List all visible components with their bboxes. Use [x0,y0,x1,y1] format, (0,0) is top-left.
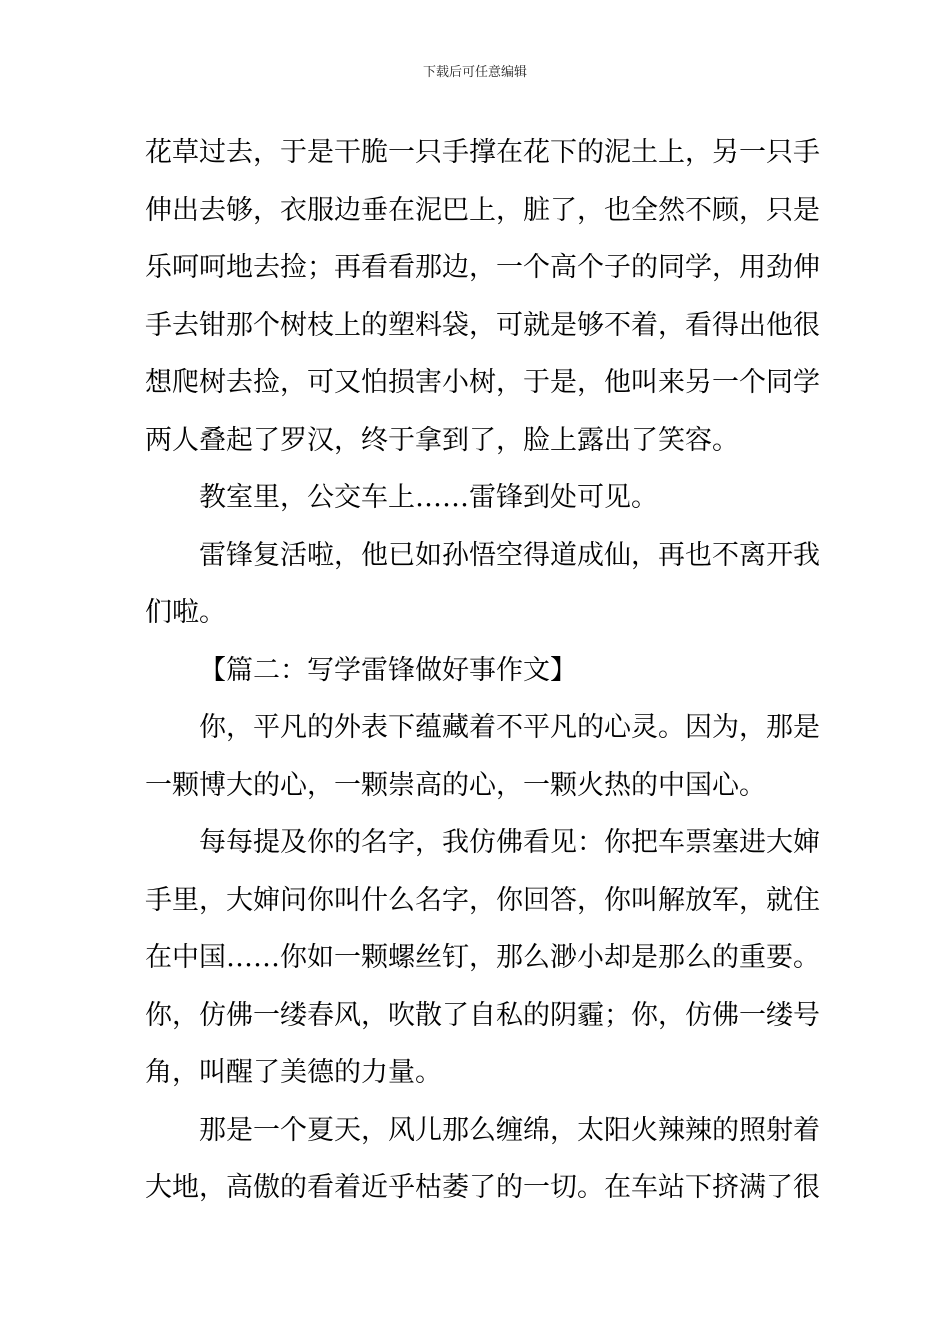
text-line: 两人叠起了罗汉，终于拿到了，脸上露出了笑容。 [145,424,739,456]
text-line: 角，叫醒了美德的力量。 [145,1057,442,1088]
page-header: 下载后可任意编辑 [422,65,527,80]
text-line: 那是一个夏天，风儿那么缠绵，太阳火辣辣的照射着 [199,1114,820,1146]
text-line: 大地，高傲的看着近乎枯萎了的一切。在车站下挤满了很 [145,1172,820,1203]
text-line: 乐呵呵地去捡；再看看那边，一个高个子的同学，用劲伸 [145,252,820,283]
text-line: 在中国……你如一颗螺丝钉，那么渺小却是那么的重要。 [145,942,820,973]
text-line: 你，平凡的外表下蕴藏着不平凡的心灵。因为，那是 [199,712,820,743]
text-line: 手去钳那个树枝上的塑料袋，可就是够不着，看得出他很 [145,309,820,341]
section-heading: 【篇二：写学雷锋做好事作文】 [199,654,577,686]
text-line: 一颗博大的心，一颗崇高的心，一颗火热的中国心。 [145,769,766,801]
text-line: 们啦。 [145,597,226,628]
text-line: 你，仿佛一缕春风，吹散了自私的阴霾；你，仿佛一缕号 [145,999,820,1031]
text-line: 手里，大婶问你叫什么名字，你回答，你叫解放军，就住 [145,884,820,916]
text-line: 教室里，公交车上……雷锋到处可见。 [199,482,658,513]
text-line: 每每提及你的名字，我仿佛看见：你把车票塞进大婶 [199,827,820,858]
text-line: 伸出去够，衣服边垂在泥巴上，脏了，也全然不顾，只是 [145,194,820,226]
text-line: 花草过去，于是干脆一只手撑在花下的泥土上，另一只手 [145,137,820,168]
text-line: 雷锋复活啦，他已如孙悟空得道成仙，再也不离开我 [199,539,820,571]
document-body [145,124,820,1217]
text-line: 想爬树去捡，可又怕损害小树，于是，他叫来另一个同学 [145,367,820,398]
